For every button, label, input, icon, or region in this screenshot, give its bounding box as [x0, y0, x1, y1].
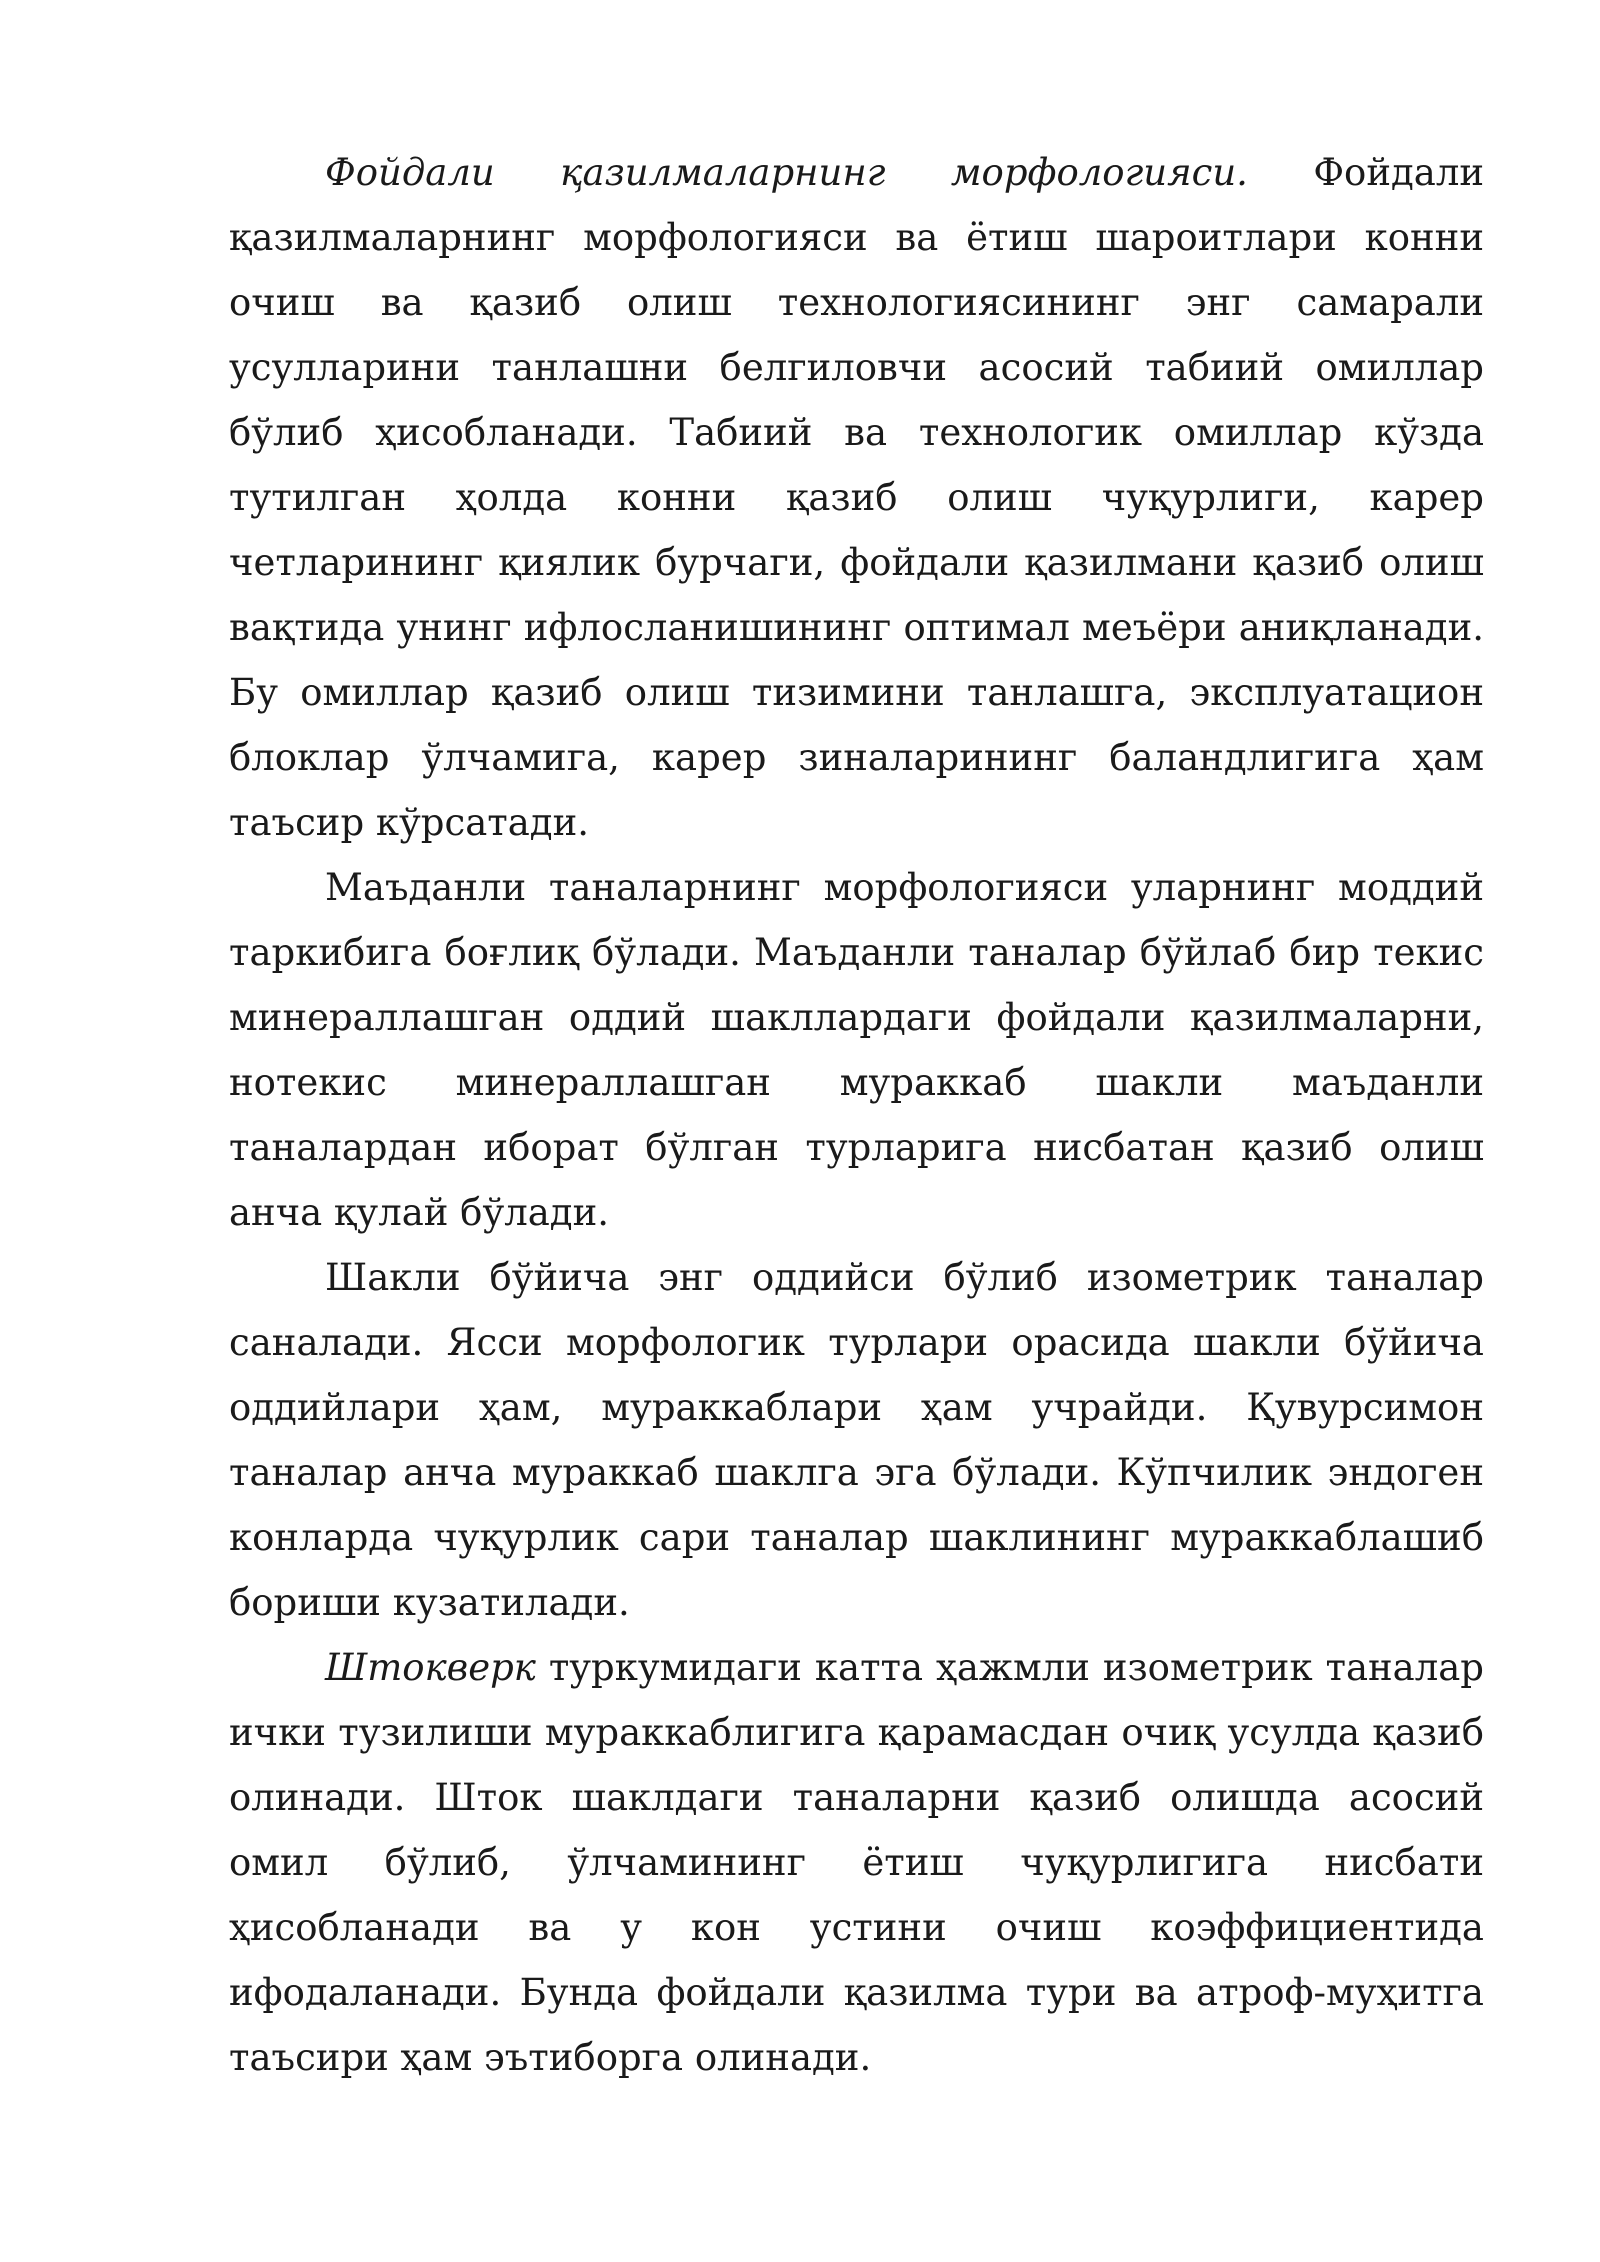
paragraph-text: Шакли бўйича энг оддийси бўлиб изометрик таналар саналади. Ясси морфологик турлари орасида шакли бўйича оддийлари ҳам, мураккаблари ҳам учрайди. Қувурсимон таналар анча мураккаб шаклга эга бўлади. Кўпчилик эндоген конларда чуқурлик сари таналар шаклининг мураккаблашиб бориши кузатилади. — [229, 1256, 1484, 1624]
paragraph-text: Маъданли таналарнинг морфологияси уларнинг моддий таркибига боғлиқ бўлади. Маъданли таналар бўйлаб бир текис минераллашган оддий шакллардаги фойдали қазилмаларни, нотекис минераллашган мураккаб шакли маъданли таналардан иборат бўлган турларига нисбатан қазиб олиш анча қулай бўлади. — [229, 866, 1484, 1234]
term-stockwork: Штокверк — [325, 1646, 536, 1689]
paragraph-stockwork — [229, 1635, 1484, 2090]
document-page — [229, 140, 1484, 2090]
paragraph-text: туркумидаги катта ҳажмли изометрик таналар ички тузилиши мураккаблигига қарамасдан очиқ усулда қазиб олинади. Шток шаклдаги таналарни қазиб олишда асосий омил бўлиб, ўлчамининг ётиш чуқурлигига нисбати ҳисобланади ва у кон устини очиш коэффициентида ифодаланади. Бунда фойдали қазилма тури ва атроф-муҳитга таъсири ҳам эътиборга олинади. — [229, 1646, 1484, 2079]
paragraph-morphology-intro — [229, 140, 1484, 855]
paragraph-ore-bodies — [229, 855, 1484, 1245]
paragraph-shapes — [229, 1245, 1484, 1635]
paragraph-heading: Фойдали қазилмаларнинг морфологияси. — [325, 151, 1248, 194]
paragraph-text: Фойдали қазилмаларнинг морфологияси ва ётиш шароитлари конни очиш ва қазиб олиш технологиясининг энг самарали усулларини танлашни белгиловчи асосий табиий омиллар бўлиб ҳисобланади. Табиий ва технологик омиллар кўзда тутилган ҳолда конни қазиб олиш чуқурлиги, карер четларининг қиялик бурчаги, фойдали қазилмани қазиб олиш вақтида унинг ифлосланишининг оптимал меъёри аниқланади. Бу омиллар қазиб олиш тизимини танлашга, эксплуатацион блоклар ўлчамига, карер зиналарининг баландлигига ҳам таъсир кўрсатади. — [229, 151, 1484, 844]
